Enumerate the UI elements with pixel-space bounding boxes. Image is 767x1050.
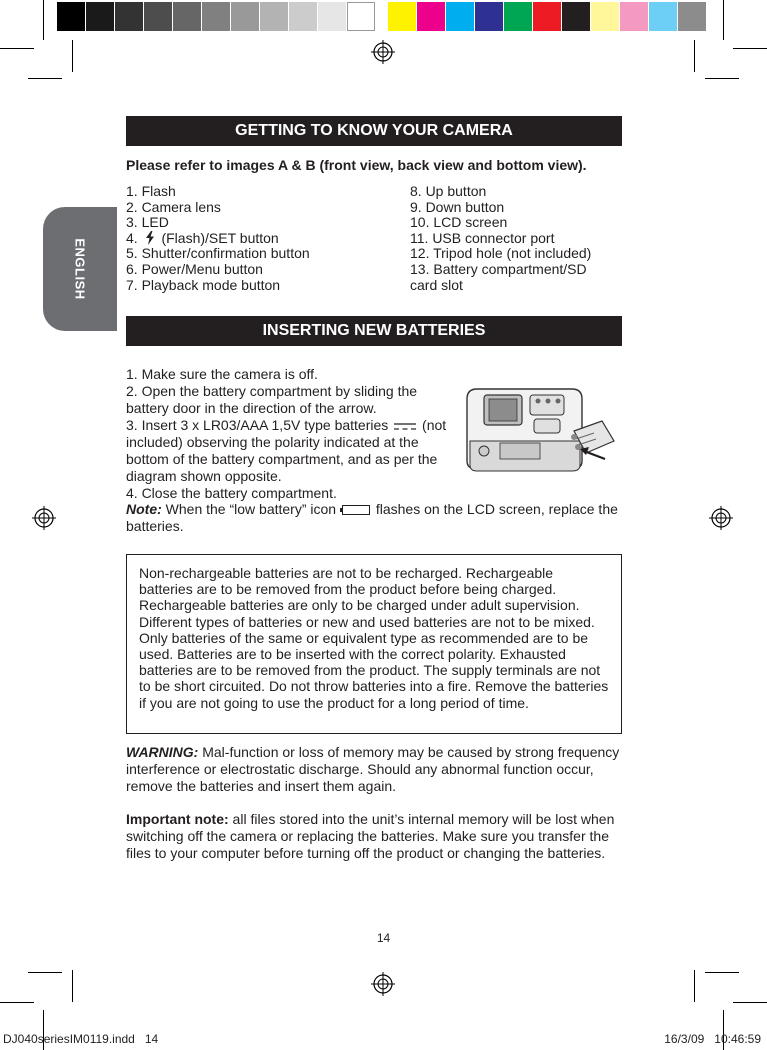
parts-list-right <box>410 184 591 293</box>
color-swatch <box>388 2 416 31</box>
list-item: 9. Down button <box>410 198 505 215</box>
list-item: 5. Shutter/confirmation button <box>126 245 310 262</box>
list-item: 2. Camera lens <box>126 198 221 215</box>
registration-mark-icon <box>371 40 395 64</box>
color-swatch <box>57 2 85 31</box>
registration-mark-icon <box>32 506 56 530</box>
crop-mark <box>705 972 739 973</box>
step-2: 2. Open the battery compartment by sliding the battery door in the direction of the arrow. <box>126 383 418 416</box>
low-battery-icon <box>342 505 370 515</box>
crop-mark <box>0 48 34 49</box>
section-header-inserting-batteries: INSERTING NEW BATTERIES <box>126 316 622 346</box>
note-label: Note: <box>126 501 162 517</box>
registration-mark-icon <box>709 506 733 530</box>
color-swatch <box>347 2 375 31</box>
language-tab <box>43 207 117 331</box>
warning-paragraph <box>126 744 626 795</box>
crop-mark <box>694 970 695 1002</box>
note-low-battery <box>126 501 626 535</box>
battery-safety-box <box>126 554 622 734</box>
list-item: 10. LCD screen <box>410 214 508 231</box>
registration-mark-icon <box>371 972 395 996</box>
crop-mark <box>705 78 739 79</box>
color-swatch <box>446 2 474 31</box>
language-tab-label: ENGLISH <box>72 238 88 300</box>
crop-mark <box>43 0 44 40</box>
step-3 <box>126 417 456 485</box>
crop-mark <box>733 48 767 49</box>
list-item: 13. Battery compartment/SD <box>410 260 587 277</box>
camera-battery-illustration <box>462 381 622 483</box>
list-item: card slot <box>410 276 463 293</box>
color-swatch <box>86 2 114 31</box>
battery-steps <box>126 366 456 502</box>
crop-mark <box>733 1002 767 1003</box>
warning-text: Mal-function or loss of memory may be caused by strong frequency interference or electrostatic discharge. Should any abnormal function occur, remove the batteries and insert them again. <box>126 744 620 794</box>
warning-label: WARNING: <box>126 744 199 760</box>
crop-mark <box>72 40 73 72</box>
list-item: 6. Power/Menu button <box>126 260 263 277</box>
note-text: When the “low battery” icon <box>165 501 337 517</box>
crop-mark <box>72 970 73 1002</box>
list-item: 8. Up button <box>410 183 487 199</box>
important-label: Important note: <box>126 811 229 827</box>
crop-mark <box>723 0 724 40</box>
crop-mark <box>28 972 62 973</box>
list-item-label: (Flash)/SET button <box>161 229 279 246</box>
crop-mark <box>0 1002 34 1003</box>
color-swatch <box>260 2 288 31</box>
color-swatch <box>144 2 172 31</box>
crop-mark <box>28 78 62 79</box>
battery-safety-text: Non-rechargeable batteries are not to be recharged. Rechargeable batteries are to be removed from the product before being charged. Rechargeable batteries are only to be charged under adult supervision. Different types of batteries or new and used batteries are not to be mixed. Only batteries of the same or equivalent type as recommended are to be used. Batteries are to be inserted with the correct polarity. Exhausted batteries are to be removed from the product. The supply terminals are not to be short circuited. Do not throw batteries into a fire. Remove the batteries if you are not going to use the product for a long period of time. <box>139 565 609 711</box>
list-item: 3. LED <box>126 214 169 231</box>
color-swatch <box>504 2 532 31</box>
color-swatch <box>533 2 561 31</box>
flash-icon <box>145 231 155 245</box>
color-swatch <box>475 2 503 31</box>
color-swatch <box>417 2 445 31</box>
color-swatch <box>562 2 590 31</box>
list-item: 12. Tripod hole (not included) <box>410 245 592 262</box>
list-item: 11. USB connector port <box>410 229 555 246</box>
list-item <box>126 231 310 247</box>
footer-timestamp: 16/3/09 10:46:59 <box>664 1032 761 1046</box>
color-swatch <box>678 2 706 31</box>
color-swatch <box>318 2 346 31</box>
section-header-getting-to-know: GETTING TO KNOW YOUR CAMERA <box>126 116 622 146</box>
list-item-number: 4. <box>126 229 138 246</box>
step-4: 4. Close the battery compartment. <box>126 485 337 501</box>
parts-list-left <box>126 184 310 293</box>
color-swatch <box>231 2 259 31</box>
page-number: 14 <box>376 931 391 945</box>
color-swatch <box>115 2 143 31</box>
step-1: 1. Make sure the camera is off. <box>126 366 318 382</box>
intro-text: Please refer to images A & B (front view, back view and bottom view). <box>126 157 587 173</box>
dc-voltage-icon <box>394 421 416 431</box>
color-swatch <box>202 2 230 31</box>
important-note-paragraph <box>126 811 626 862</box>
step-3-text-cont: (not included) observing the polarity indicated at the bottom of the battery compartment, and as per the diagram shown opposite. <box>126 417 447 484</box>
list-item: 7. Playback mode button <box>126 276 281 293</box>
color-swatch <box>173 2 201 31</box>
color-swatch <box>620 2 648 31</box>
note-text-cont: flashes on the LCD screen, replace the batteries. <box>126 501 618 534</box>
color-swatch <box>289 2 317 31</box>
footer-filename: DJ040seriesIM0119.indd 14 <box>3 1032 159 1046</box>
step-3-text: 3. Insert 3 x LR03/AAA 1,5V type batteries <box>126 417 389 433</box>
color-swatch <box>649 2 677 31</box>
crop-mark <box>694 40 695 72</box>
important-text: all files stored into the unit’s internal memory will be lost when switching off the camera or replacing the batteries. Make sure you transfer the files to your computer before turning off the product or changing the batteries. <box>126 811 615 861</box>
list-item: 1. Flash <box>126 183 176 199</box>
color-swatch <box>591 2 619 31</box>
